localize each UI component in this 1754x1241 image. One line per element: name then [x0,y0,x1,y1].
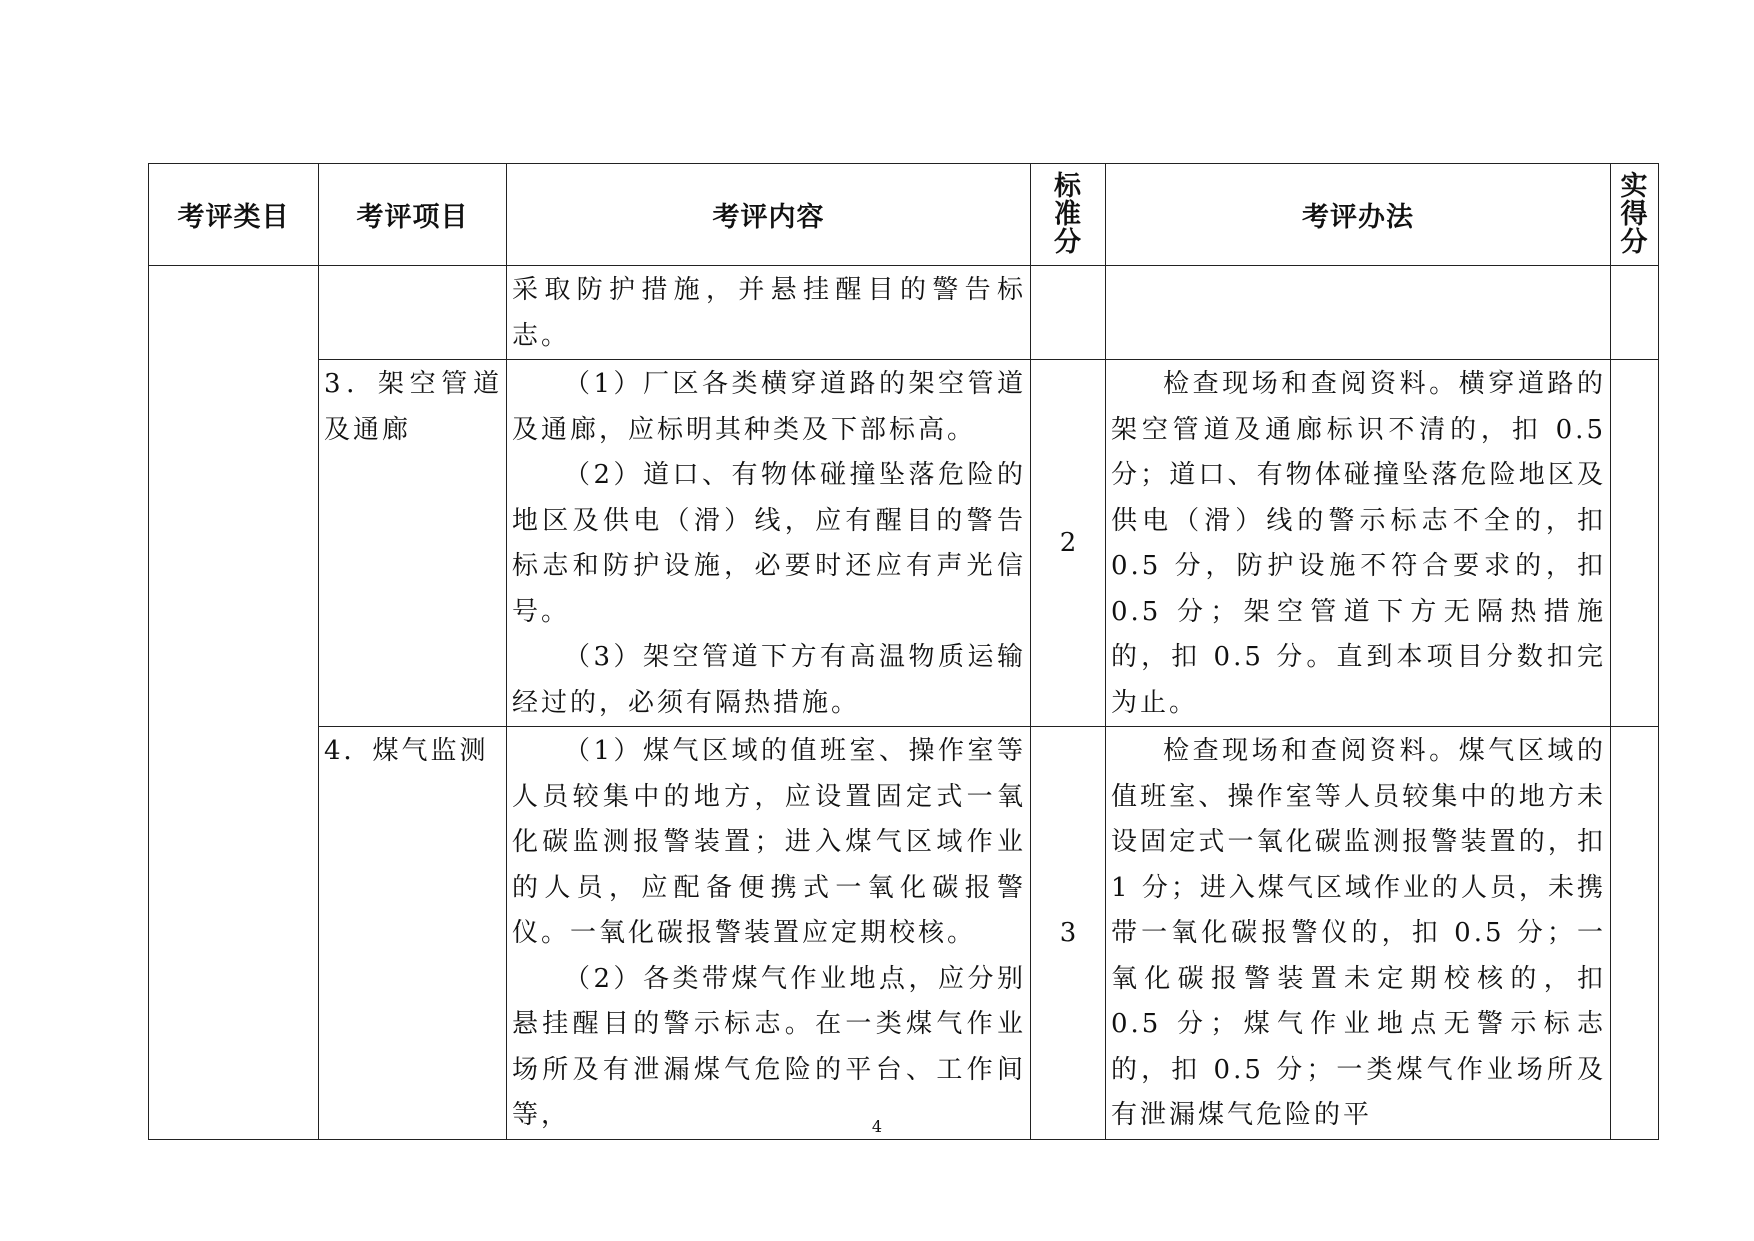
method-cell [1106,360,1611,727]
content-paragraph: （2）各类带煤气作业地点，应分别悬挂醒目的警示标志。在一类煤气作业场所及有泄漏煤气危险的平台、工作间等， [512,963,1026,1130]
standard-score-cell [1031,266,1106,360]
header-category: 考评类目 [149,164,319,266]
method-cell [1106,727,1611,1140]
method-paragraph: 检查现场和查阅资料。横穿道路的架空管道及通廊标识不清的，扣 0.5 分；道口、有物体碰撞坠落危险地区及供电（滑）线的警示标志不全的，扣 0.5 分，防护设施不符合要求的，扣 0.5 分；架空管道下方无隔热措施的，扣 0.5 分。直到本项目分数扣完为止。 [1111,369,1606,718]
method-cell [1106,266,1611,360]
content-paragraph: （2）道口、有物体碰撞坠落危险的地区及供电（滑）线，应有醒目的警告标志和防护设施，必要时还应有声光信号。 [512,460,1026,627]
content-paragraph: 采取防护措施，并悬挂醒目的警告标志。 [512,275,1026,351]
category-cell [149,266,319,1140]
standard-score-cell: 3 [1031,727,1106,1140]
actual-score-cell [1611,727,1659,1140]
actual-score-cell [1611,360,1659,727]
content-cell [507,727,1031,1140]
header-standard-score-text: 标准分 [1054,170,1082,258]
item-cell [319,360,507,727]
item-label: 4．煤气监测 [324,736,489,766]
standard-score-cell: 2 [1031,360,1106,727]
header-item: 考评项目 [319,164,507,266]
item-label: 3．架空管道及通廊 [324,369,502,445]
header-actual-score [1611,164,1659,266]
header-content: 考评内容 [507,164,1031,266]
table-row [149,266,1659,360]
header-method: 考评办法 [1106,164,1611,266]
content-cell [507,360,1031,727]
content-paragraph: （3）架空管道下方有高温物质运输经过的，必须有隔热措施。 [512,642,1026,718]
table-row [149,727,1659,1140]
content-paragraph: （1）煤气区域的值班室、操作室等人员较集中的地方，应设置固定式一氧化碳监测报警装置；进入煤气区域作业的人员，应配备便携式一氧化碳报警仪。一氧化碳报警装置应定期校核。 [512,736,1026,948]
header-actual-score-text: 实得分 [1620,170,1649,258]
header-standard-score [1031,164,1106,266]
actual-score-cell [1611,266,1659,360]
evaluation-table [148,163,1659,1140]
method-paragraph: 检查现场和查阅资料。煤气区域的值班室、操作室等人员较集中的地方未设固定式一氧化碳监测报警装置的，扣 1 分；进入煤气区域作业的人员，未携带一氧化碳报警仪的，扣 0.5 分；一氧化碳报警装置未定期校核的，扣 0.5 分；煤气作业地点无警示标志的，扣 0.5 分；一类煤气作业场所及有泄漏煤气危险的平 [1111,736,1606,1130]
content-cell [507,266,1031,360]
item-cell [319,727,507,1140]
item-cell [319,266,507,360]
table-row [149,360,1659,727]
content-paragraph: （1）厂区各类横穿道路的架空管道及通廊，应标明其种类及下部标高。 [512,369,1026,445]
page-number: 4 [871,1117,883,1136]
table-header-row [149,164,1659,266]
